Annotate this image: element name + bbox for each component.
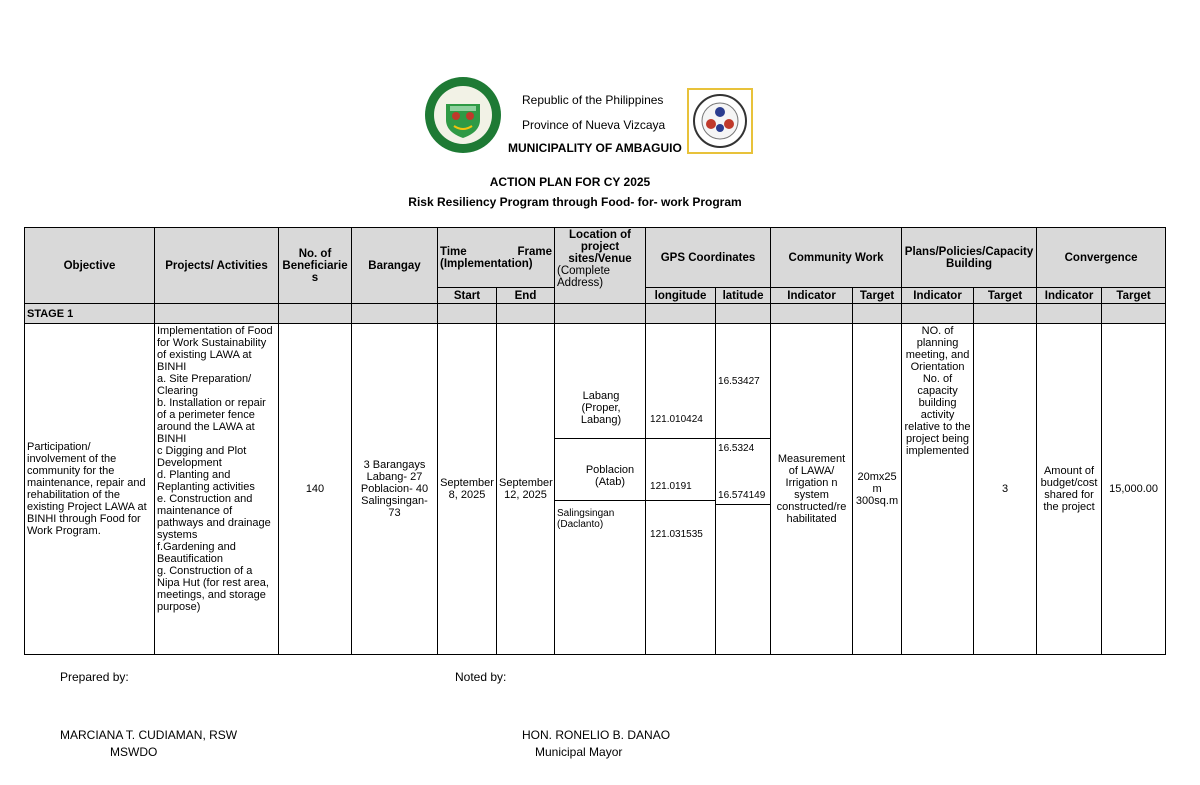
community-target-cell: 20mx25 m 300sq.m (853, 324, 902, 655)
stage-row (25, 304, 1166, 324)
col-time-frame: Time Frame (Implementation) (438, 228, 555, 288)
col-beneficiaries: No. of Beneficiarie s (279, 228, 352, 304)
project-item: Implementation of Food for Work Sustainability of existing LAWA at BINHI (157, 325, 273, 373)
latitude-value: 16.5324 (718, 443, 755, 454)
col-convergence-target: Target (1102, 288, 1166, 304)
plan-title: ACTION PLAN FOR CY 2025 (489, 175, 651, 189)
province-text: Province of Nueva Vizcaya (522, 118, 666, 132)
col-longitude: longitude (646, 288, 716, 304)
col-barangay: Barangay (352, 228, 438, 304)
col-latitude: latitude (716, 288, 771, 304)
project-item: a. Site Preparation/ Clearing (157, 373, 252, 397)
longitude-value: 121.031535 (650, 529, 703, 540)
project-item: d. Planting and Replanting activities (157, 469, 255, 493)
latitude-cell (716, 324, 771, 655)
barangay-cell: 3 Barangays Labang- 27 Poblacion- 40 Salingsingan- 73 (352, 324, 438, 655)
mswdo-logo (687, 88, 753, 154)
latitude-value: 16.574149 (718, 490, 766, 501)
end-cell: September 12, 2025 (497, 324, 555, 655)
col-plans-indicator: Indicator (902, 288, 974, 304)
col-location: Location of project sites/Venue (Complete Address) (555, 228, 646, 304)
col-end: End (497, 288, 555, 304)
plans-indicator-cell: NO. of planning meeting, and Orientation No. of capacity building activity relative to the project being implemented (902, 324, 974, 655)
republic-text: Republic of the Philippines (522, 93, 664, 107)
table-row (25, 324, 1166, 655)
col-plans: Plans/Policies/Capacity Building (902, 228, 1037, 288)
col-objective: Objective (25, 228, 155, 304)
col-start: Start (438, 288, 497, 304)
location-cell (555, 324, 646, 655)
col-projects: Projects/ Activities (155, 228, 279, 304)
col-convergence: Convergence (1037, 228, 1166, 288)
prepared-by-label: Prepared by: (60, 670, 129, 684)
project-item: f.Gardening and Beautification (157, 541, 236, 565)
action-plan-table (24, 227, 1166, 655)
community-indicator-cell: Measurement of LAWA/ Irrigation n system constructed/re habilitated (771, 324, 853, 655)
location-salingsingan: Salingsingan (Daclanto) (557, 508, 615, 530)
plan-subtitle: Risk Resiliency Program through Food- for- work Program (408, 195, 742, 209)
longitude-value: 121.010424 (650, 414, 703, 425)
longitude-cell (646, 324, 716, 655)
convergence-target-cell: 15,000.00 (1102, 324, 1166, 655)
plans-target-cell: 3 (974, 324, 1037, 655)
col-community-work: Community Work (771, 228, 902, 288)
col-convergence-indicator: Indicator (1037, 288, 1102, 304)
project-item: g. Construction of a Nipa Hut (for rest area, meetings, and storage purpose) (157, 565, 269, 613)
projects-cell (155, 324, 279, 655)
start-cell: September 8, 2025 (438, 324, 497, 655)
longitude-value: 121.0191 (650, 481, 692, 492)
col-plans-target: Target (974, 288, 1037, 304)
col-community-target: Target (853, 288, 902, 304)
noted-title: Municipal Mayor (535, 745, 623, 759)
col-gps: GPS Coordinates (646, 228, 771, 288)
noted-name: HON. RONELIO B. DANAO (522, 728, 671, 742)
project-item: c Digging and Plot Development (157, 445, 247, 469)
project-item: e. Construction and maintenance of pathways and drainage systems (157, 493, 271, 541)
municipality-text: MUNICIPALITY OF AMBAGUIO (508, 141, 682, 155)
noted-by-label: Noted by: (455, 670, 507, 684)
stage-label: STAGE 1 (25, 304, 155, 324)
prepared-title: MSWDO (110, 745, 158, 759)
convergence-indicator-cell: Amount of budget/cost shared for the project (1037, 324, 1102, 655)
objective-cell: Participation/ involvement of the community for the maintenance, repair and rehabilitation of the existing Project LAWA at BINHI through Food for Work Program. (25, 324, 155, 655)
latitude-value: 16.53427 (718, 376, 760, 387)
col-community-indicator: Indicator (771, 288, 853, 304)
municipal-seal (424, 76, 502, 154)
beneficiaries-cell: 140 (279, 324, 352, 655)
project-item: b. Installation or repair of a perimeter fence around the LAWA at BINHI (157, 397, 266, 445)
location-labang: Labang (Proper, Labang) (580, 390, 622, 426)
prepared-name: MARCIANA T. CUDIAMAN, RSW (60, 728, 238, 742)
location-poblacion: Poblacion (Atab) (585, 464, 635, 488)
